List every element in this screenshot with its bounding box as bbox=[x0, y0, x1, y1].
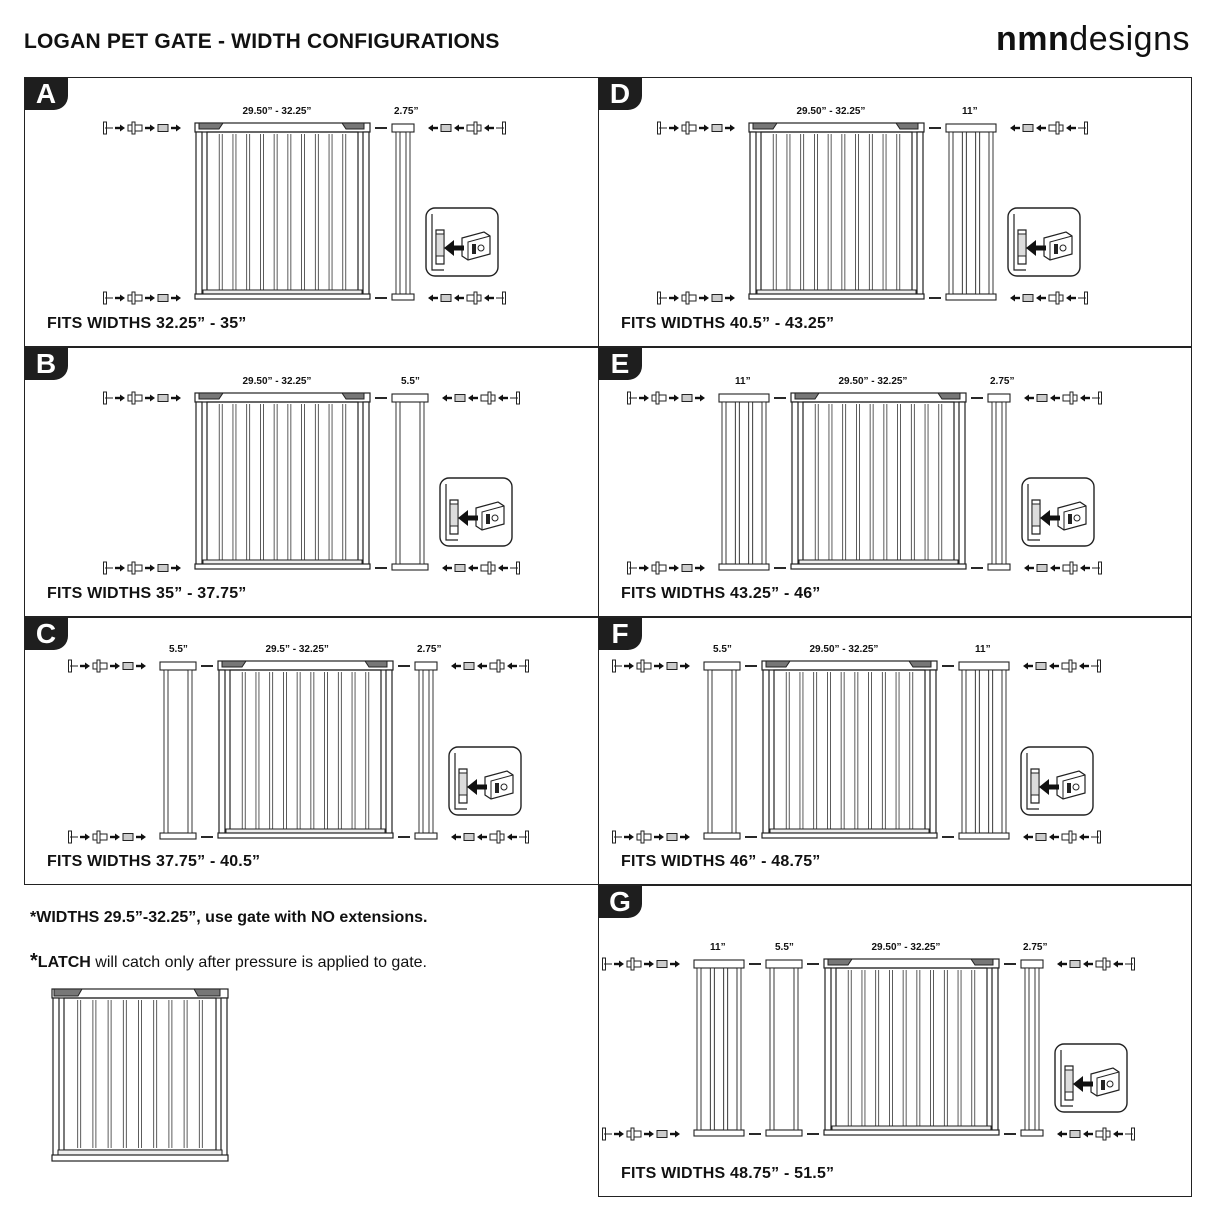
pressure-mount-hardware bbox=[428, 292, 506, 304]
extension-5-5-in bbox=[392, 394, 428, 570]
latch-note-bold: LATCH bbox=[37, 954, 91, 971]
connector-detail-inset bbox=[1055, 1044, 1127, 1112]
widths-note: *WIDTHS 29.5”-32.25”, use gate with NO extensions. bbox=[30, 909, 428, 926]
pressure-mount-hardware bbox=[613, 831, 691, 843]
config-panel-d bbox=[598, 77, 1192, 347]
pressure-mount-hardware bbox=[451, 660, 529, 672]
pressure-mount-hardware bbox=[69, 831, 147, 843]
pressure-mount-hardware bbox=[428, 122, 506, 134]
config-panel-e bbox=[598, 347, 1192, 617]
dimension-label: 2.75” bbox=[417, 644, 442, 655]
extension-5-5-in bbox=[766, 960, 802, 1136]
fits-widths-label: FITS WIDTHS 37.75” - 40.5” bbox=[47, 853, 261, 870]
gate-frame bbox=[52, 989, 228, 1161]
pressure-mount-hardware bbox=[104, 122, 182, 134]
panel-letter-badge: G bbox=[598, 885, 642, 918]
gate-frame bbox=[218, 661, 393, 838]
dimension-label: 2.75” bbox=[1023, 942, 1048, 953]
dimension-label: 29.50” - 32.25” bbox=[809, 644, 879, 655]
dimension-label: 29.50” - 32.25” bbox=[242, 106, 312, 117]
extension-11-in bbox=[694, 960, 744, 1136]
gate-frame bbox=[195, 123, 370, 299]
configuration-diagram bbox=[599, 78, 1192, 347]
latch-note bbox=[30, 950, 427, 973]
connector-detail-inset bbox=[1021, 747, 1093, 815]
fits-widths-label: FITS WIDTHS 40.5” - 43.25” bbox=[621, 315, 835, 332]
connector-detail-inset bbox=[440, 478, 512, 546]
connector-detail-inset bbox=[449, 747, 521, 815]
extension-2-75-in bbox=[415, 662, 437, 839]
extension-5-5-in bbox=[160, 662, 196, 839]
extension-11-in bbox=[959, 662, 1009, 839]
connector-detail-inset bbox=[1022, 478, 1094, 546]
page-title: LOGAN PET GATE - WIDTH CONFIGURATIONS bbox=[24, 30, 500, 53]
extension-2-75-in bbox=[988, 394, 1010, 570]
fits-widths-label: FITS WIDTHS 43.25” - 46” bbox=[621, 585, 821, 602]
gate-frame bbox=[791, 393, 966, 569]
latch-note-star: * bbox=[30, 950, 38, 972]
configuration-diagram bbox=[599, 348, 1192, 617]
dimension-label: 29.50” - 32.25” bbox=[838, 376, 908, 387]
latch-gate-illustration bbox=[40, 980, 240, 1170]
dimension-label: 29.50” - 32.25” bbox=[242, 376, 312, 387]
panel-letter-badge: C bbox=[24, 617, 68, 650]
fits-widths-label: FITS WIDTHS 46” - 48.75” bbox=[621, 853, 821, 870]
connector-detail-inset bbox=[426, 208, 498, 276]
latch-note-text: will catch only after pressure is applied to gate. bbox=[90, 954, 427, 971]
extension-11-in bbox=[719, 394, 769, 570]
dimension-label: 29.50” - 32.25” bbox=[871, 942, 941, 953]
dimension-label: 29.5” - 32.25” bbox=[265, 644, 329, 655]
dimension-label: 2.75” bbox=[394, 106, 419, 117]
pressure-mount-hardware bbox=[1024, 392, 1102, 404]
configuration-diagram bbox=[25, 78, 599, 347]
connector-detail-inset bbox=[1008, 208, 1080, 276]
panel-letter-badge: E bbox=[598, 347, 642, 380]
dimension-label: 11” bbox=[735, 376, 751, 387]
pressure-mount-hardware bbox=[1023, 660, 1101, 672]
pressure-mount-hardware bbox=[628, 392, 706, 404]
configuration-diagram bbox=[25, 618, 599, 885]
pressure-mount-hardware bbox=[104, 562, 182, 574]
pressure-mount-hardware bbox=[69, 660, 147, 672]
pressure-mount-hardware bbox=[1024, 562, 1102, 574]
pressure-mount-hardware bbox=[658, 292, 736, 304]
dimension-label: 11” bbox=[710, 942, 726, 953]
pressure-mount-hardware bbox=[1010, 122, 1088, 134]
config-panel-a bbox=[24, 77, 599, 347]
pressure-mount-hardware bbox=[658, 122, 736, 134]
gate-frame bbox=[749, 123, 924, 299]
configuration-diagram bbox=[25, 348, 599, 617]
config-panel-b bbox=[24, 347, 599, 617]
pressure-mount-hardware bbox=[451, 831, 529, 843]
gate-frame bbox=[824, 959, 999, 1135]
pressure-mount-hardware bbox=[628, 562, 706, 574]
pressure-mount-hardware bbox=[1023, 831, 1101, 843]
extension-2-75-in bbox=[1021, 960, 1043, 1136]
config-panel-c bbox=[24, 617, 599, 885]
extension-2-75-in bbox=[392, 124, 414, 300]
gate-frame bbox=[762, 661, 937, 838]
config-panel-f bbox=[598, 617, 1192, 885]
fits-widths-label: FITS WIDTHS 32.25” - 35” bbox=[47, 315, 247, 332]
fits-widths-label: FITS WIDTHS 35” - 37.75” bbox=[47, 585, 247, 602]
dimension-label: 5.5” bbox=[401, 376, 420, 387]
configuration-diagram bbox=[599, 886, 1192, 1197]
dimension-label: 2.75” bbox=[990, 376, 1015, 387]
brand-rest: designs bbox=[1069, 20, 1190, 58]
pressure-mount-hardware bbox=[613, 660, 691, 672]
dimension-label: 29.50” - 32.25” bbox=[796, 106, 866, 117]
gate-frame bbox=[195, 393, 370, 569]
pressure-mount-hardware bbox=[1010, 292, 1088, 304]
dimension-label: 11” bbox=[962, 106, 978, 117]
extension-5-5-in bbox=[704, 662, 740, 839]
pressure-mount-hardware bbox=[1057, 1128, 1135, 1140]
extension-11-in bbox=[946, 124, 996, 300]
dimension-label: 11” bbox=[975, 644, 991, 655]
pressure-mount-hardware bbox=[442, 562, 520, 574]
pressure-mount-hardware bbox=[104, 292, 182, 304]
pressure-mount-hardware bbox=[603, 1128, 681, 1140]
brand-bold: nmn bbox=[996, 20, 1070, 58]
brand-logo bbox=[996, 20, 1190, 59]
dimension-label: 5.5” bbox=[775, 942, 794, 953]
config-panel-g bbox=[598, 885, 1192, 1197]
pressure-mount-hardware bbox=[104, 392, 182, 404]
pressure-mount-hardware bbox=[1057, 958, 1135, 970]
pressure-mount-hardware bbox=[442, 392, 520, 404]
panel-letter-badge: A bbox=[24, 77, 68, 110]
dimension-label: 5.5” bbox=[713, 644, 732, 655]
configuration-diagram bbox=[599, 618, 1192, 885]
panel-letter-badge: B bbox=[24, 347, 68, 380]
panel-letter-badge: D bbox=[598, 77, 642, 110]
fits-widths-label: FITS WIDTHS 48.75” - 51.5” bbox=[621, 1165, 835, 1182]
dimension-label: 5.5” bbox=[169, 644, 188, 655]
pressure-mount-hardware bbox=[603, 958, 681, 970]
panel-letter-badge: F bbox=[598, 617, 642, 650]
